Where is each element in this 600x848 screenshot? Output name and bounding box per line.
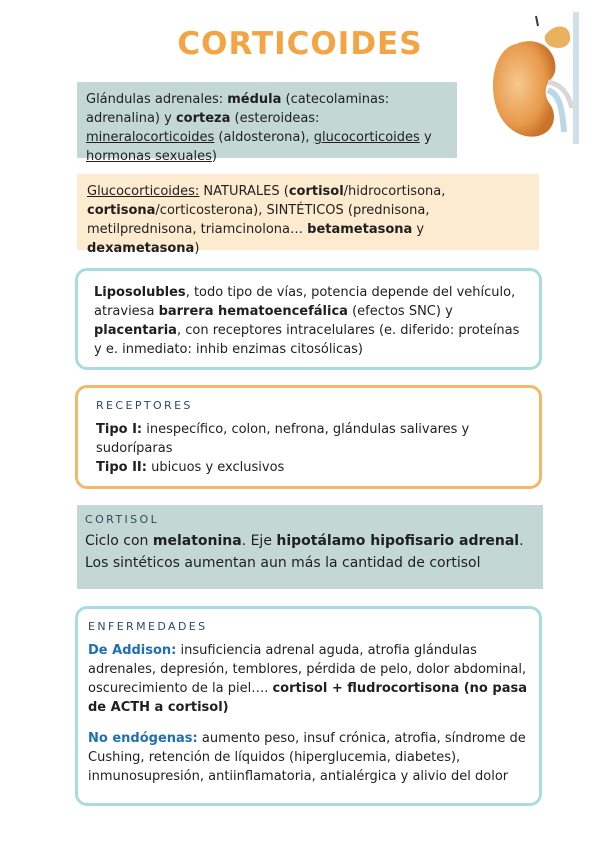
receptor-type-2: Tipo II: ubicuos y exclusivos — [96, 460, 285, 475]
diseases-heading: ENFERMEDADES — [88, 620, 208, 633]
cortisol-box — [77, 505, 543, 589]
glucocorticoids-box — [77, 174, 539, 256]
diseases-box — [75, 606, 542, 806]
addison-text: De Addison: insuficiencia adrenal aguda, atrofia glándulas adrenales, depresión, temblores, pérdida de pelo, dolor abdominal, oscurecimiento de la piel…. cortisol + fludrocortisona (no pasa de ACTH a cortisol) — [88, 643, 527, 715]
receptor-type-1: Tipo I: inespecífico, colon, nefrona, glándulas salivares y sudoríparas — [96, 422, 470, 456]
liposoluble-text: Liposolubles, todo tipo de vías, potencia depende del vehículo, atraviesa barrera hematoencefálica (efectos SNC) y placentaria, con receptores intracelulares (e. diferido: proteínas y e. inmediato: inhib enzimas citosólicas) — [94, 285, 520, 357]
kidney-adrenal-gland-icon — [488, 12, 588, 144]
receptors-box — [75, 385, 542, 489]
adrenal-glands-text: Glándulas adrenales: médula (catecolaminas: adrenalina) y corteza (esteroideas: mineralocorticoides (aldosterona), glucocorticoides y hormonas sexuales) — [86, 92, 432, 164]
page-title: CORTICOIDES — [177, 26, 423, 62]
liposoluble-box — [75, 268, 542, 370]
glucocorticoids-text: Glucocorticoides: NATURALES (cortisol/hidrocortisona, cortisona/corticosterona), SINTÉTICOS (prednisona, metilprednisona, triamcinolona… betametasona y dexametasona) — [87, 184, 446, 256]
non-endogenous-text: No endógenas: aumento peso, insuf crónica, atrofia, síndrome de Cushing, retención de líquidos (hiperglucemia, diabetes), inmunosupresión, antiinflamatoria, antialérgica y alivio del dolor — [88, 731, 526, 784]
adrenal-glands-box — [77, 82, 457, 164]
cortisol-text: Ciclo con melatonina. Eje hipotálamo hipofisario adrenal. Los sintéticos aumentan aun más la cantidad de cortisol — [85, 533, 524, 571]
cortisol-heading: CORTISOL — [85, 513, 160, 526]
receptors-heading: RECEPTORES — [96, 399, 193, 412]
